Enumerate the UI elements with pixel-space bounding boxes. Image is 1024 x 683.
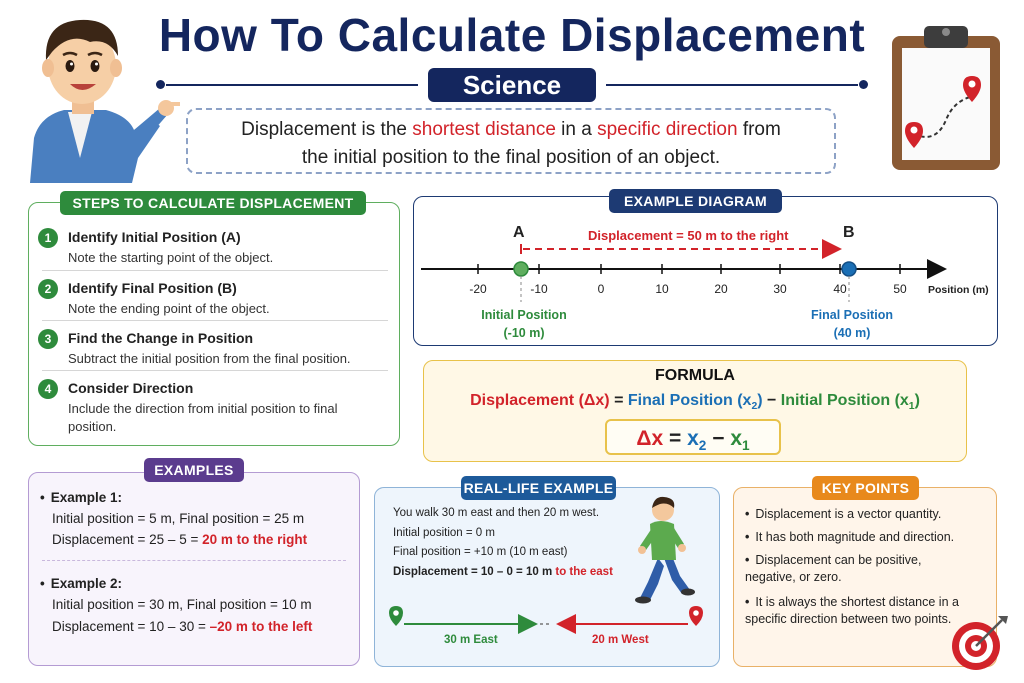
final-position-label <box>800 306 904 342</box>
key-point-item: • It is always the shortest distance in a specific direction between two points. <box>745 595 959 626</box>
initial-position-text: Initial Position <box>481 308 567 322</box>
formula-final-text: Final Position (x <box>627 392 752 409</box>
divider-line-left <box>166 84 418 86</box>
step-divider <box>42 270 388 271</box>
key-point-item: • It has both magnitude and direction. <box>745 530 955 544</box>
real-life-line-1: You walk 30 m east and then 20 m west. <box>393 507 600 519</box>
tick-label: 30 <box>773 282 787 296</box>
key-point-item: • Displacement is a vector quantity. <box>745 507 942 521</box>
target-icon <box>950 614 1010 672</box>
example-diagram-title: EXAMPLE DIAGRAM <box>609 189 782 213</box>
tick-label: 20 <box>714 282 728 296</box>
example-2-heading-text: Example 2: <box>50 576 123 591</box>
definition-text-3: from <box>737 119 781 140</box>
final-position-text: Final Position <box>811 308 893 322</box>
page-title: How To Calculate Displacement <box>158 9 866 61</box>
formula-short-x1 <box>730 427 750 454</box>
example-1-heading-text: Example 1: <box>50 490 123 505</box>
formula-initial <box>780 392 920 413</box>
east-label: 30 m East <box>444 634 498 646</box>
point-b-marker <box>842 262 856 276</box>
examples-divider <box>42 560 346 561</box>
real-life-line-4 <box>393 566 613 578</box>
formula-initial-text: Initial Position (x <box>780 392 909 409</box>
real-life-line-2: Initial position = 0 m <box>393 527 495 539</box>
formula-short-x1-sub: 1 <box>742 438 750 454</box>
step-number: 1 <box>38 228 58 248</box>
example-1-result: 20 m to the right <box>202 532 308 547</box>
tick-label: -10 <box>530 282 548 296</box>
boy-pointing-illustration <box>20 8 180 183</box>
step-name: Consider Direction <box>68 380 194 396</box>
key-point-text: It has both magnitude and direction. <box>755 530 955 544</box>
step-number: 4 <box>38 379 58 399</box>
formula-full <box>423 392 967 412</box>
key-point-text: It is always the shortest distance in a specific direction between two points. <box>745 595 959 626</box>
point-a-marker <box>514 262 528 276</box>
tick-label: 0 <box>597 282 605 296</box>
key-point-text: Displacement is a vector quantity. <box>755 507 942 521</box>
formula-equals: = <box>609 392 628 409</box>
step-name: Find the Change in Position <box>68 330 254 346</box>
example-2-heading: • Example 2: <box>40 576 123 591</box>
formula-short-dx: Δx <box>636 427 664 450</box>
formula-initial-close: ) <box>914 392 920 409</box>
example-2-line-2 <box>52 619 312 634</box>
example-2-result: –20 m to the left <box>209 619 313 634</box>
formula-short-box <box>605 419 781 455</box>
point-b-label: B <box>843 224 855 241</box>
formula-title: FORMULA <box>655 367 735 384</box>
formula-initial-sub: 1 <box>908 401 915 413</box>
formula-lhs: Displacement (Δx) <box>470 392 610 409</box>
example-2-line-1: Initial position = 30 m, Final position = 10 m <box>52 597 312 612</box>
step-name: Identify Final Position (B) <box>68 280 237 296</box>
definition-text-2: in a <box>555 119 598 140</box>
real-life-title: REAL-LIFE EXAMPLE <box>461 476 616 500</box>
example-1-line-1: Initial position = 5 m, Final position = 25 m <box>52 511 305 526</box>
formula-minus: − <box>762 392 781 409</box>
formula-short-x2 <box>687 427 707 454</box>
examples-title: EXAMPLES <box>144 458 244 482</box>
definition-box <box>186 108 836 174</box>
formula-final-close: ) <box>757 392 763 409</box>
step-description: Include the direction from initial position to final position. <box>68 401 338 434</box>
steps-panel-title: STEPS TO CALCULATE DISPLACEMENT <box>60 191 366 215</box>
tick-label: 50 <box>893 282 907 296</box>
subject-badge: Science <box>428 68 596 102</box>
clipboard-map-icon <box>888 22 1004 172</box>
formula-short-minus: − <box>706 427 731 450</box>
definition-line-2: the initial position to the final position of an object. <box>301 147 721 168</box>
formula-final <box>627 392 763 413</box>
end-pin-icon <box>689 606 703 626</box>
displacement-arrow-label: Displacement = 50 m to the right <box>588 228 789 243</box>
divider-line-right <box>606 84 858 86</box>
step-description: Note the ending point of the object. <box>68 301 270 316</box>
real-life-arrows <box>384 604 710 634</box>
axis-label: Position (m) <box>928 284 989 296</box>
tick-labels <box>466 282 906 298</box>
example-1-heading: • Example 1: <box>40 490 123 505</box>
point-a-label: A <box>513 224 525 241</box>
initial-position-value: (-10 m) <box>503 326 545 340</box>
walking-boy-illustration <box>630 494 696 606</box>
formula-short-eq: = <box>663 427 688 450</box>
key-point-item: • Displacement can be positive, negative, or zero. <box>745 553 922 584</box>
step-description: Note the starting point of the object. <box>68 250 274 265</box>
real-life-line-3: Final position = +10 m (10 m east) <box>393 546 568 558</box>
formula-short-x2-text: x <box>687 427 699 450</box>
example-2-calc: Displacement = 10 – 30 = <box>52 619 210 634</box>
step-divider <box>42 370 388 371</box>
start-pin-icon <box>389 606 403 626</box>
step-description: Subtract the initial position from the final position. <box>68 351 351 366</box>
initial-position-label <box>472 306 576 342</box>
tick-label: 40 <box>833 282 847 296</box>
example-1-calc: Displacement = 25 – 5 = <box>52 532 203 547</box>
key-point-text: Displacement can be positive, negative, or zero. <box>745 553 922 584</box>
definition-highlight-2: specific direction <box>597 119 738 140</box>
definition-text-1: Displacement is the <box>241 119 413 140</box>
final-position-value: (40 m) <box>833 326 871 340</box>
tick-label: 10 <box>655 282 669 296</box>
real-life-displacement: Displacement = 10 – 0 = 10 m <box>393 566 553 578</box>
formula-short-x2-sub: 2 <box>698 438 707 454</box>
step-number: 3 <box>38 329 58 349</box>
tick-label: -20 <box>469 282 487 296</box>
step-name: Identify Initial Position (A) <box>68 229 241 245</box>
formula-final-sub: 2 <box>751 401 758 413</box>
divider-dot-right <box>859 80 868 89</box>
example-1-line-2 <box>52 532 307 547</box>
definition-highlight-1: shortest distance <box>412 119 556 140</box>
step-number: 2 <box>38 279 58 299</box>
step-divider <box>42 320 388 321</box>
key-points-title: KEY POINTS <box>812 476 919 500</box>
formula-short-x1-text: x <box>730 427 743 450</box>
real-life-direction: to the east <box>552 566 613 578</box>
west-label: 20 m West <box>592 634 649 646</box>
